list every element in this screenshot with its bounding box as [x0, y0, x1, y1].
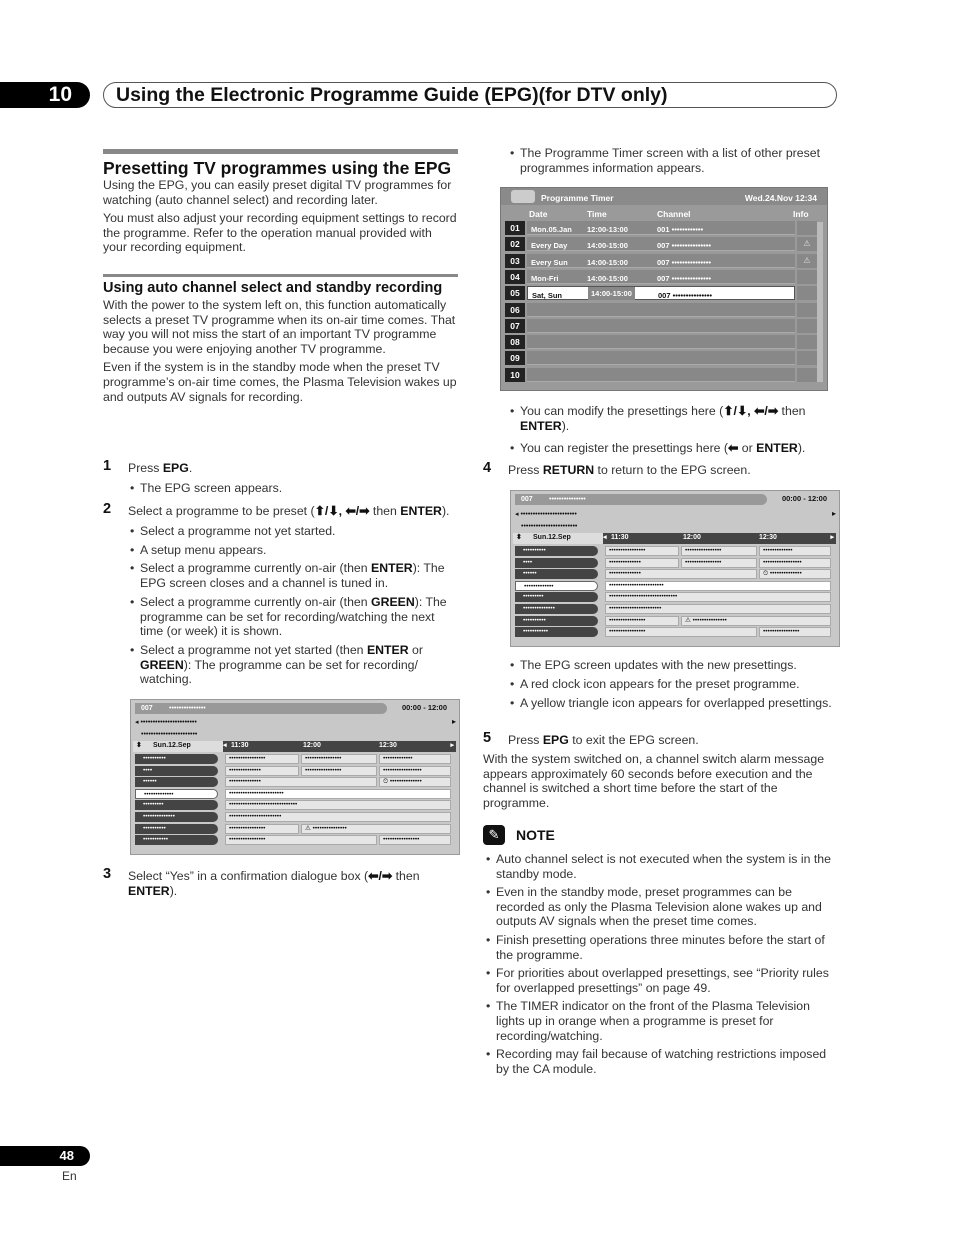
epg-time-range: 00:00 - 12:00 — [401, 703, 447, 712]
bullet: • Select a programme not yet started. — [140, 524, 458, 539]
timer-row-time: 14:00-15:00 — [587, 273, 628, 283]
epg-programme-cell[interactable]: ⏲ •••••••••••••• — [379, 777, 451, 787]
epg-programme-cell[interactable]: •••••••••••••••••••••••• — [605, 581, 831, 591]
note-item: • For priorities about overlapped presettings, see “Priority rules for overlapped presettings” on page 49. — [486, 966, 829, 995]
epg-screen: 007 ••••••••••••••• 00:00 - 12:00 ◂ ••••••••••••••••••••••• ▸ ••••••••••••••••••••••• ⬍ Sun.12.Sep ◂ 11:30 12:00 12:30 ▸ •••••••••• •••••••••••••••• •••••••••••••••• ••••••••••••• •••• •••••••••••••• •••••••••••••••• ••••••••••••••••• •••••• •••••••••••••• ⏲ •••••••••••••• ••••••••••••• •••••••••••••••••••••••• ••••••••• •••••••••••••••••••••••••••••• •••••••••••••• ••••••••••••••••••••••• •••••••••• •••••••••••••••• ⚠ ••••••••••••••• ••••••••••• •••••••••••••••• •••••••••••••••• — [130, 699, 460, 855]
timer-row[interactable] — [505, 286, 817, 301]
timer-row-number: 04 — [505, 270, 525, 284]
arrow-keys-icon: ⬆/⬇, ⬅/➡ — [314, 504, 370, 518]
epg-channel-bar: 007 ••••••••••••••• — [515, 494, 767, 505]
epg-programme-cell[interactable]: •••••••••••••••••••••••• — [225, 789, 451, 799]
timer-date: Wed.24.Nov 12:34 — [744, 193, 817, 203]
epg-row[interactable] — [513, 546, 836, 557]
timer-row-time: 14:00-15:00 — [587, 257, 628, 267]
subsection-paragraph-1: With the power to the system left on, this function automatically selects a preset TV programme when its on-air time comes. That way you will not miss the start of an important TV programme because you were enjoying another TV programme. — [103, 297, 456, 356]
timer-row[interactable] — [505, 254, 817, 269]
bullet: • Select a programme currently on-air (then ENTER): The EPG screen closes and a channel is tuned in. — [140, 561, 458, 590]
epg-row[interactable] — [133, 766, 456, 777]
arrow-keys-icon: ⬅/➡ — [368, 869, 393, 883]
epg-row[interactable] — [133, 754, 456, 765]
epg-programme-cell[interactable]: •••••••••••••••• — [681, 558, 757, 568]
epg-programme-cell[interactable]: ⏲ •••••••••••••• — [759, 569, 831, 579]
epg-programme-cell[interactable]: ••••••••••••• — [759, 546, 831, 556]
timer-row-channel: 007 ••••••••••••••• — [657, 241, 711, 251]
epg-channel-cell: ••••••••••••• — [515, 581, 598, 591]
timer-row[interactable] — [505, 237, 817, 252]
step-number: 2 — [103, 501, 112, 517]
epg-programme-cell[interactable]: ••••••••••••• — [379, 754, 451, 764]
epg-row[interactable] — [513, 581, 836, 592]
epg-programme-cell[interactable]: ••••••••••••••••• — [759, 558, 831, 568]
timer-row-number: 02 — [505, 237, 525, 251]
timer-row-time: 12:00-13:00 — [587, 225, 628, 234]
note-item: • Finish presetting operations three minutes before the start of the programme. — [486, 932, 825, 962]
timer-row-number: 09 — [505, 351, 525, 365]
epg-channel-cell: •••••••••••••• — [135, 812, 218, 822]
epg-programme-cell[interactable]: ••••••••••••••••••••••• — [605, 604, 831, 614]
timer-row-date: Mon-Fri — [531, 273, 559, 283]
note-item: • Auto channel select is not executed when the system is in the standby mode. — [486, 852, 831, 881]
epg-programme-cell[interactable]: •••••••••••••••••••••••••••••• — [605, 592, 831, 602]
chevron-left-icon: ◂ — [135, 719, 141, 726]
epg-channel-cell: ••••••••••• — [515, 627, 598, 637]
warning-icon — [797, 221, 817, 235]
arrow-left-icon: ⬅ — [728, 441, 739, 455]
chevron-right-icon: ▸ — [831, 509, 836, 518]
bullet: • The Programme Timer screen with a list of other preset programmes information appears. — [520, 146, 838, 175]
left-column — [103, 149, 458, 404]
epg-programme-cell[interactable]: •••••••••••••••• — [605, 546, 679, 556]
intro-paragraph-2: You must also adjust your recording equipment settings to record the programme. Refer to the operation manual provided with your recording equipment. — [103, 211, 457, 255]
warning-icon — [797, 351, 817, 365]
note-list — [486, 852, 838, 1080]
updown-icon: ⬍ — [516, 534, 522, 541]
step-number: 3 — [103, 866, 112, 882]
timer-row-number: 01 — [505, 221, 525, 235]
epg-screen-updated: 007 ••••••••••••••• 00:00 - 12:00 ◂ ••••••••••••••••••••••• ▸ ••••••••••••••••••••••• ⬍ Sun.12.Sep ◂ 11:30 12:00 12:30 ▸ •••••••••• •••••••••••••••• •••••••••••••••• ••••••••••••• •••• •••••••••••••• •••••••••••••••• ••••••••••••••••• •••••• •••••••••••••• ⏲ •••••••••••••• ••••••••••••• •••••••••••••••••••••••• ••••••••• •••••••••••••••••••••••••••••• •••••••••••••• ••••••••••••••••••••••• •••••••••• •••••••••••••••• ⚠ ••••••••••••••• ••••••••••• •••••••••••••••• •••••••••••••••• — [510, 490, 840, 647]
subsection-title: Using auto channel select and standby recording — [103, 274, 458, 296]
section-title: Presetting TV programmes using the EPG — [103, 149, 458, 177]
timer-row-date: Every Sun — [531, 257, 568, 267]
bullet: • A yellow triangle icon appears for overlapped presettings. — [520, 696, 838, 711]
epg-channel-cell: ••••••••••••• — [135, 789, 218, 799]
warning-icon — [797, 270, 817, 284]
note-title: NOTE — [516, 827, 555, 843]
epg-row[interactable] — [133, 789, 456, 800]
bullet: • Select a programme not yet started (then ENTER or GREEN): The programme can be set for recording/ watching. — [140, 643, 458, 687]
step-number: 4 — [483, 460, 492, 476]
epg-time-bar: ⬍ Sun.12.Sep ◂ 11:30 12:00 12:30 ▸ — [513, 533, 836, 544]
epg-programme-cell[interactable]: ⚠ ••••••••••••••• — [681, 616, 831, 626]
epg-row[interactable] — [513, 592, 836, 603]
chevron-left-icon: ◂ — [223, 742, 227, 749]
warning-icon — [797, 303, 817, 317]
timer-row-channel: 001 •••••••••••• — [657, 225, 704, 234]
timer-row-number: 03 — [505, 254, 525, 268]
epg-programme-cell[interactable]: ⚠ ••••••••••••••• — [301, 824, 451, 834]
chevron-right-icon: ▸ — [451, 717, 456, 726]
epg-channel-cell: ••••••••• — [515, 592, 598, 602]
scrollbar — [817, 222, 823, 382]
timer-row-number: 10 — [505, 368, 525, 382]
warning-icon — [797, 335, 817, 349]
epg-row[interactable] — [513, 558, 836, 569]
chevron-right-icon: ▸ — [450, 742, 454, 749]
epg-channel-cell: •••••••••• — [135, 824, 218, 834]
bullet: • Select a programme currently on-air (then GREEN): The programme can be set for recording/watching the next time (or week) it is shown. — [140, 595, 458, 639]
epg-channel-cell: •••••••••• — [135, 754, 218, 764]
epg-time-range: 00:00 - 12:00 — [781, 494, 827, 503]
epg-row[interactable] — [513, 569, 836, 580]
subsection-paragraph-2: Even if the system is in the standby mode when the preset TV programme’s on-air time comes, the Plasma Television wakes up and outputs AV signals for recording. — [103, 360, 457, 404]
timer-columns: Date Time Channel Info — [529, 209, 809, 219]
timer-row-number: 05 — [505, 286, 525, 300]
epg-programme-cell[interactable]: ••••••••••••••••••••••• — [225, 812, 451, 822]
epg-programme-cell[interactable]: •••••••••••••••• — [225, 754, 299, 764]
epg-channel-bar: 007 ••••••••••••••• — [135, 703, 387, 714]
timer-row-time: 14:00-15:00 — [587, 241, 628, 251]
epg-row[interactable] — [133, 824, 456, 835]
chevron-right-icon: ▸ — [830, 534, 834, 541]
epg-programme-cell[interactable]: •••••••••••••••• — [605, 616, 679, 626]
epg-channel-cell: •••••• — [515, 569, 598, 579]
timer-row-time: 14:00-15:00 — [588, 287, 635, 300]
epg-programme-cell[interactable]: •••••••••••••• — [605, 569, 757, 579]
epg-programme-cell[interactable]: •••••••••••••••• — [301, 766, 377, 776]
epg-row[interactable] — [513, 604, 836, 615]
epg-channel-cell: •••• — [135, 766, 218, 776]
epg-channel-cell: •••••••••• — [515, 546, 598, 556]
chevron-left-icon: ◂ — [515, 511, 521, 518]
epg-programme-cell[interactable]: ••••••••••••••••• — [379, 766, 451, 776]
epg-channel-cell: •••••••••• — [515, 616, 598, 626]
timer-row-date: Mon.05.Jan — [531, 225, 572, 234]
alarm-paragraph: With the system switched on, a channel switch alarm message appears approximately 60 seconds before execution and the channel is switched a short time before the start of the programme. — [483, 752, 825, 810]
bullet: • A setup menu appears. — [140, 543, 458, 558]
timer-row[interactable] — [505, 351, 817, 366]
epg-programme-cell[interactable]: •••••••••••••••• — [225, 835, 377, 845]
timer-icon — [511, 190, 535, 203]
updown-icon: ⬍ — [136, 742, 142, 749]
warning-icon — [797, 319, 817, 333]
bullet: • The EPG screen updates with the new presettings. — [520, 658, 838, 673]
warning-icon — [797, 286, 817, 300]
epg-row[interactable] — [133, 800, 456, 811]
timer-row-number: 06 — [505, 303, 525, 317]
timer-row-date: Every Day — [531, 241, 568, 251]
epg-programme-cell[interactable]: •••••••••••••• — [605, 558, 679, 568]
timer-row[interactable] — [505, 270, 817, 285]
step-number: 5 — [483, 730, 492, 746]
warning-icon: ⚠ — [797, 237, 817, 251]
chevron-left-icon: ◂ — [603, 534, 607, 541]
epg-channel-cell: •••••• — [135, 777, 218, 787]
epg-programme-cell[interactable]: •••••••••••••••• — [759, 627, 831, 637]
epg-row[interactable] — [133, 777, 456, 788]
epg-programme-cell[interactable]: •••••••••••••••• — [681, 546, 757, 556]
warning-icon: ⚠ — [797, 254, 817, 268]
programme-timer-screen — [500, 187, 828, 391]
note-item: • Even in the standby mode, preset programmes can be recorded as only the Plasma Television alone wakes up and outputs AV signals when the preset time comes. — [486, 885, 822, 929]
timer-row[interactable] — [505, 221, 817, 236]
warning-icon — [797, 368, 817, 382]
epg-channel-cell: •••••••••••••• — [515, 604, 598, 614]
bullet: • A red clock icon appears for the preset programme. — [520, 677, 838, 692]
epg-channel-cell: ••••••••••• — [135, 835, 218, 845]
epg-programme-cell[interactable]: •••••••••••••••••••••••••••••• — [225, 800, 451, 810]
key-enter: ENTER — [400, 504, 442, 518]
bullet: • You can register the presettings here (⬅ or ENTER). — [520, 441, 838, 456]
epg-programme-cell[interactable]: •••••••••••••••• — [225, 824, 299, 834]
note-item: • The TIMER indicator on the front of the Plasma Television lights up in orange when a programme is preset for recording/watching. — [486, 999, 810, 1043]
timer-row[interactable] — [505, 303, 817, 318]
epg-row[interactable] — [133, 812, 456, 823]
timer-row-channel: 007 ••••••••••••••• — [657, 257, 711, 267]
timer-row-number: 08 — [505, 335, 525, 349]
bullet: • The EPG screen appears. — [140, 481, 458, 496]
timer-title: Programme Timer — [541, 193, 614, 203]
epg-programme-cell[interactable]: •••••••••••••• — [225, 766, 299, 776]
timer-row[interactable] — [505, 368, 817, 383]
note-item: • Recording may fail because of watching restrictions imposed by the CA module. — [486, 1047, 827, 1076]
epg-channel-cell: ••••••••• — [135, 800, 218, 810]
epg-row[interactable] — [513, 616, 836, 627]
bullet: • You can modify the presettings here (⬆/⬇, ⬅/➡ then ENTER). — [520, 404, 838, 433]
timer-row-channel: 007 ••••••••••••••• — [658, 291, 712, 301]
epg-row[interactable] — [133, 835, 456, 846]
intro-paragraph-1: Using the EPG, you can easily preset digital TV programmes for watching (auto channel select) and recording later. — [103, 178, 452, 207]
epg-programme-cell[interactable]: •••••••••••••••• — [379, 835, 451, 845]
epg-programme-cell[interactable]: •••••••••••••• — [225, 777, 377, 787]
key-epg: EPG — [162, 461, 189, 475]
timer-row-channel: 007 ••••••••••••••• — [657, 273, 711, 283]
arrow-keys-icon: ⬆/⬇, ⬅/➡ — [723, 404, 779, 418]
pencil-icon: ✎ — [483, 825, 505, 845]
timer-row[interactable] — [505, 335, 817, 350]
chapter-title: Using the Electronic Programme Guide (EPG)(for DTV only) — [103, 82, 837, 108]
epg-time-bar: ⬍ Sun.12.Sep ◂ 11:30 12:00 12:30 ▸ — [133, 741, 456, 752]
timer-row[interactable] — [505, 319, 817, 334]
page-number: 48 — [0, 1146, 90, 1166]
epg-programme-cell[interactable]: •••••••••••••••• — [301, 754, 377, 764]
timer-row-date: Sat, Sun — [532, 291, 563, 301]
page-language: En — [62, 1169, 77, 1183]
epg-channel-cell: •••• — [515, 558, 598, 568]
chapter-number: 10 — [0, 82, 90, 108]
epg-programme-cell[interactable]: •••••••••••••••• — [605, 627, 757, 637]
step-number: 1 — [103, 458, 112, 474]
timer-row-number: 07 — [505, 319, 525, 333]
epg-row[interactable] — [513, 627, 836, 638]
